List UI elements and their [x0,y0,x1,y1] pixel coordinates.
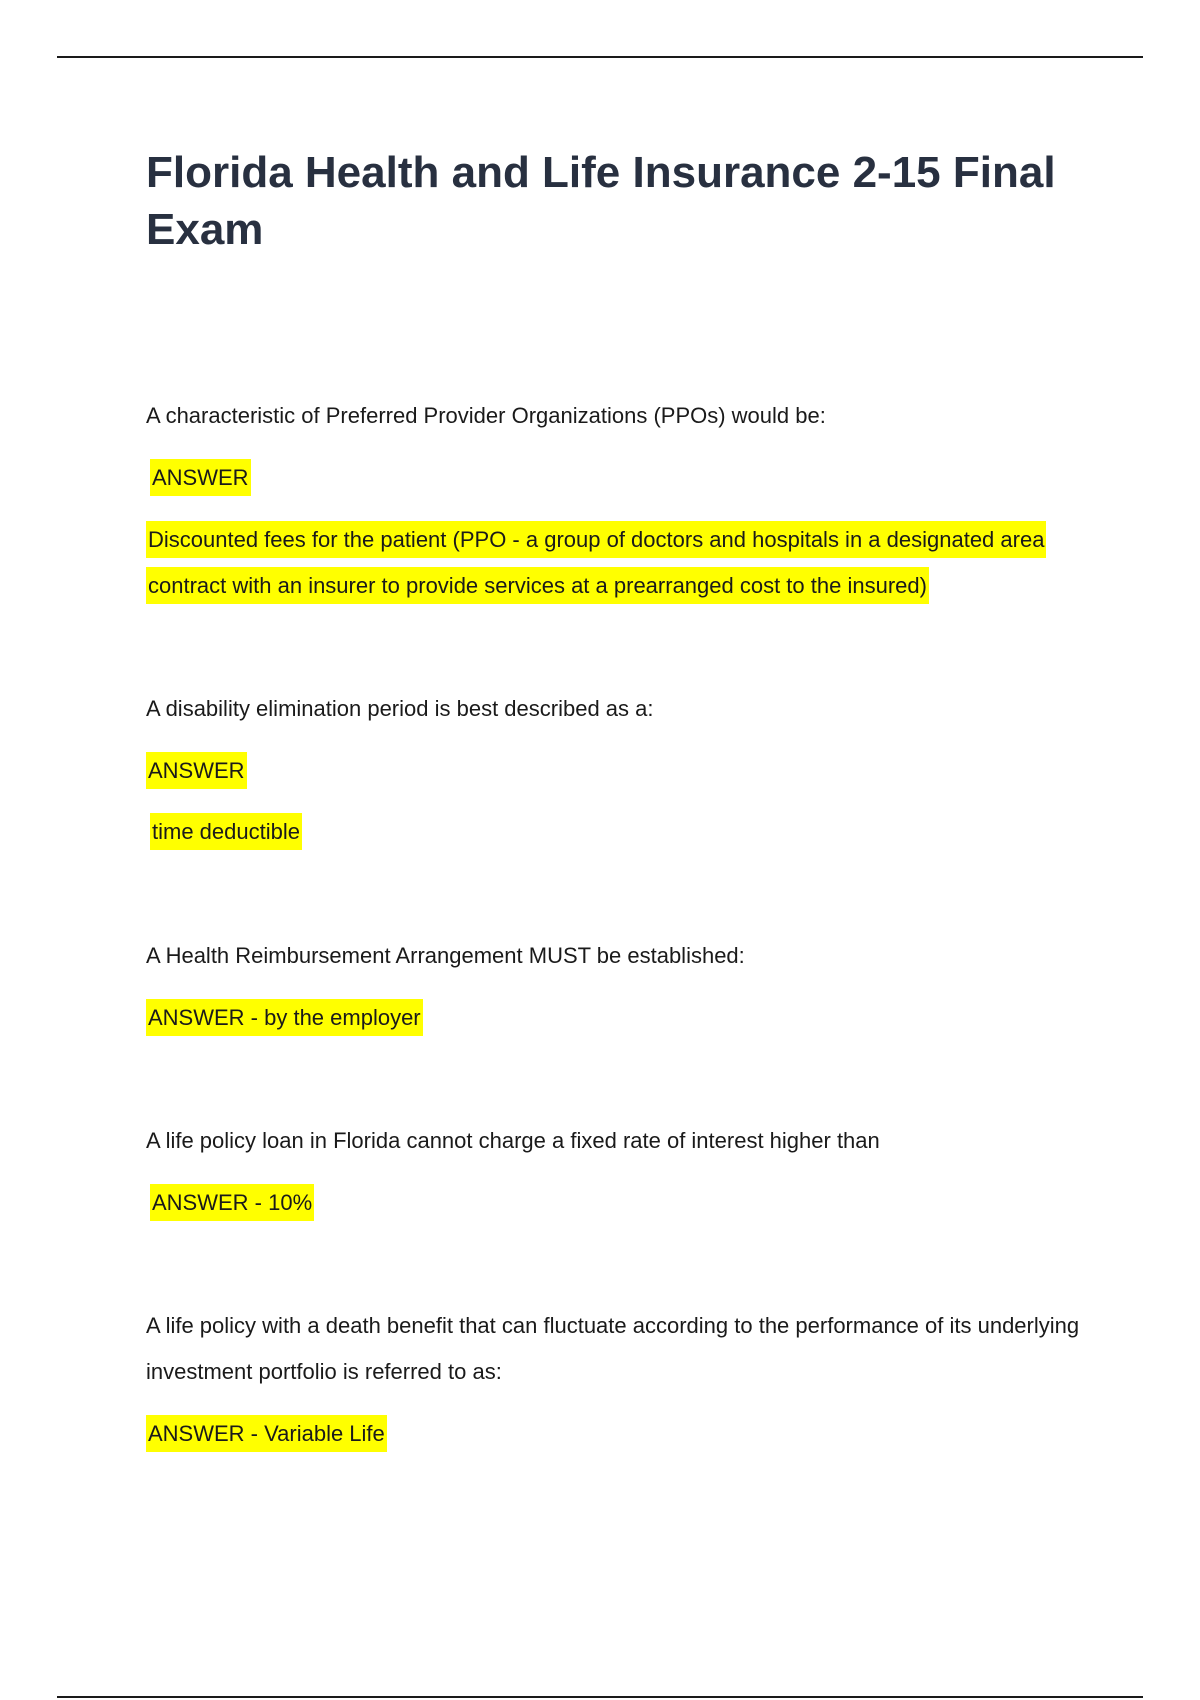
answer-highlight: time deductible [150,813,302,850]
question-5: A life policy with a death benefit that can fluctuate according to the performance of its underlying investment portfolio is referred to as: [146,1313,1080,1384]
question-1: A characteristic of Preferred Provider Organizations (PPOs) would be: [146,403,826,428]
answer-label-highlight: ANSWER [150,459,251,496]
answer-highlight: ANSWER - by the employer [146,999,423,1036]
top-rule [57,56,1143,58]
answer-highlight: ANSWER - 10% [150,1184,314,1221]
answer-label-2 [146,748,1106,794]
answer-highlight: ANSWER - Variable Life [146,1415,387,1452]
question-3: A Health Reimbursement Arrangement MUST be established: [146,943,745,968]
bottom-rule [57,1696,1143,1698]
answer-4 [146,1180,1110,1226]
answer-label-1 [146,455,1110,501]
answer-1 [146,517,1086,609]
answer-2 [146,809,1110,855]
page-title: Florida Health and Life Insurance 2-15 Final Exam [146,148,1056,254]
answer-3 [146,995,1106,1041]
answer-label-highlight: ANSWER [146,752,247,789]
answer-5 [146,1411,1106,1457]
question-2: A disability elimination period is best described as a: [146,696,654,721]
question-4: A life policy loan in Florida cannot charge a fixed rate of interest higher than [146,1128,880,1153]
answer-highlight: Discounted fees for the patient (PPO - a group of doctors and hospitals in a designated area contract with an insurer to provide services at a prearranged cost to the insured) [146,521,1046,604]
